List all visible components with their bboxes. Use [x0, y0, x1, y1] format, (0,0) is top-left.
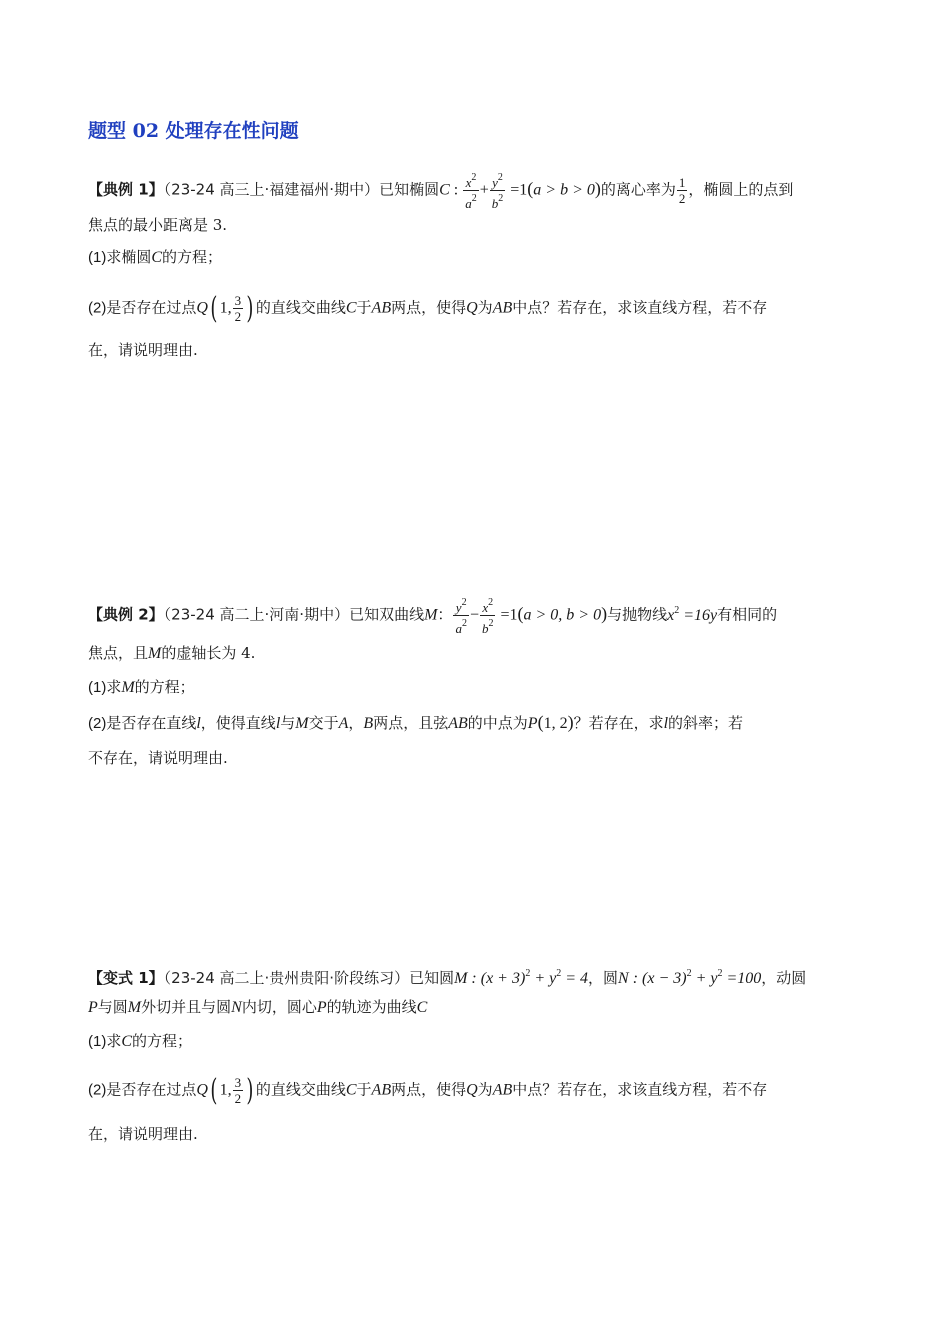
- parabola-eq: $x^2 =16y$: [667, 604, 718, 624]
- ellipse-frac-y: $\frac{y^2}{b^2}$: [491, 172, 504, 211]
- variant-1-line-2: P与圆M外切并且与圆N内切，圆心P的轨迹为曲线C: [88, 998, 428, 1016]
- variant-1-q1: (1)求C的方程；: [88, 1032, 193, 1050]
- circle-n-eq: N : $(x - 3)^2 + y^2 =100$: [618, 968, 762, 987]
- example-2-q2-line-2: 不存在，请说明理由.: [88, 749, 228, 767]
- ellipse-condition: a > b > 0: [533, 181, 595, 199]
- hyperbola-frac-y: $\frac{y^2}{a^2}$: [455, 597, 467, 636]
- example-1-line-1: 【典例 1】（23-24 高三上·福建福州·期中）已知椭圆C : $\frac{x^2}{a^2}$ + $\frac{y^2}{b^2}$ =1(a > b > 0)的离心率为 $\frac{1}{2}$ ，椭圆上的点到: [88, 172, 794, 211]
- example-2-source: （23-24 高二上·河南·期中）: [163, 605, 350, 624]
- page-title: 题型 02 处理存在性问题: [88, 120, 299, 142]
- example-1-q2-line-2: 在，请说明理由.: [88, 341, 198, 359]
- example-1-line-2: 焦点的最小距离是 3.: [88, 216, 228, 234]
- example-2-q1: (1)求M的方程；: [88, 678, 195, 696]
- example-1-label: 【典例 1】: [88, 180, 164, 199]
- variant-1-label: 【变式 1】: [88, 969, 164, 987]
- circle-m-eq: M : $(x + 3)^2 + y^2 = 4$: [454, 968, 589, 987]
- variant-1-source: （23-24 高二上·贵州贵阳·阶段练习）: [163, 969, 410, 987]
- example-1-q1: (1)求椭圆C的方程；: [88, 248, 223, 266]
- example-1-q2: (2)是否存在过点Q( 1, $\frac{3}{2}$ ) 的直线交曲线C于AB两点，使得Q为AB中点？若存在，求该直线方程，若不存: [88, 290, 768, 326]
- example-2-line-1: 【典例 2】（23-24 高二上·河南·期中）已知双曲线M： $\frac{y^2}{a^2}$ − $\frac{x^2}{b^2}$ =1(a > 0, b > 0)与抛物线$x^2 =16y$有相同的: [88, 597, 778, 636]
- example-2-q2: (2)是否存在直线l，使得直线l与M交于A，B两点，且弦AB的中点为P(1, 2)？若存在，求l的斜率；若: [88, 712, 744, 732]
- variant-1-q2: (2)是否存在过点Q( 1, $\frac{3}{2}$ ) 的直线交曲线C于AB两点，使得Q为AB中点？若存在，求该直线方程，若不存: [88, 1072, 768, 1108]
- eccentricity-frac: $\frac{1}{2}$: [678, 175, 686, 206]
- variant-1-line-1: 【变式 1】（23-24 高二上·贵州贵阳·阶段练习）已知圆M : $(x + 3)^2 + y^2 = 4$，圆N : $(x - 3)^2 + y^2 =100$，动圆: [88, 968, 807, 987]
- variant-1-q2-line-2: 在，请说明理由.: [88, 1125, 198, 1143]
- example-2-label: 【典例 2】: [88, 605, 164, 624]
- example-2-line-2: 焦点，且M的虚轴长为 4.: [88, 644, 256, 662]
- example-1-source: （23-24 高三上·福建福州·期中）: [163, 180, 380, 199]
- ellipse-name: C: [439, 181, 450, 199]
- ellipse-frac-x: $\frac{x^2}{a^2}$: [465, 172, 477, 211]
- hyperbola-frac-x: $\frac{x^2}{b^2}$: [481, 597, 494, 636]
